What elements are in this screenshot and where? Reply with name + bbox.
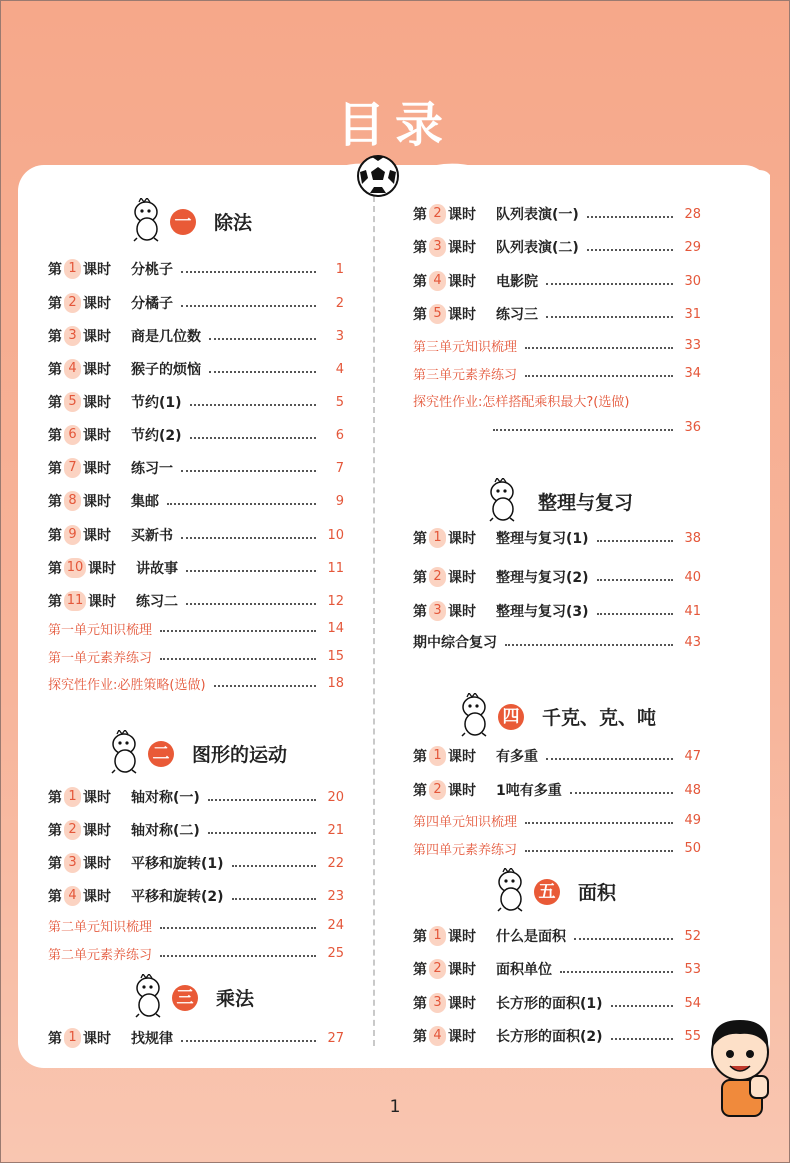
page-ref: 24 <box>327 917 344 933</box>
leader-dots <box>611 1005 673 1007</box>
extra-title: 第四单元知识梳理 <box>413 814 518 830</box>
page-ref: 1 <box>335 261 344 277</box>
lesson-row[interactable] <box>48 590 344 612</box>
leader-dots <box>160 955 316 957</box>
lesson-title: 1吨有多重 <box>496 783 562 799</box>
lesson-row[interactable] <box>48 1027 344 1049</box>
lesson-title: 电影院 <box>496 274 538 290</box>
extra-title: 第一单元知识梳理 <box>48 622 153 638</box>
leader-dots <box>186 570 316 572</box>
extra-row[interactable] <box>413 362 701 384</box>
unit-badge: 二 <box>148 741 174 767</box>
lesson-number: 6 <box>64 425 81 445</box>
page-ref: 7 <box>335 460 344 476</box>
lesson-suffix: 课时 <box>448 962 476 978</box>
page-ref: 21 <box>327 822 344 838</box>
soccer-ball-icon <box>356 154 400 198</box>
lesson-row[interactable] <box>413 303 701 325</box>
lesson-suffix: 课时 <box>448 207 476 223</box>
leader-dots <box>525 822 673 824</box>
leader-dots <box>597 613 673 615</box>
lesson-suffix: 课时 <box>448 929 476 945</box>
lesson-title: 找规律 <box>131 1031 173 1047</box>
lesson-prefix: 第 <box>413 240 427 256</box>
page-ref: 4 <box>335 361 344 377</box>
lesson-suffix: 课时 <box>448 604 476 620</box>
lesson-number: 4 <box>429 271 446 291</box>
lesson-title: 买新书 <box>131 528 173 544</box>
lesson-prefix: 第 <box>413 531 427 547</box>
lesson-prefix: 第 <box>48 262 62 278</box>
lesson-suffix: 课时 <box>83 296 111 312</box>
lesson-number: 1 <box>64 1028 81 1048</box>
extra-title: 第一单元素养练习 <box>48 650 153 666</box>
lesson-prefix: 第 <box>413 783 427 799</box>
extra-row[interactable] <box>48 645 344 667</box>
leader-dots <box>611 1038 673 1040</box>
section-heading[interactable] <box>528 878 616 905</box>
page-ref: 3 <box>335 328 344 344</box>
page-ref: 9 <box>335 493 344 509</box>
leader-dots <box>160 927 316 929</box>
leader-dots <box>167 503 316 505</box>
lesson-number: 1 <box>64 259 81 279</box>
lesson-row[interactable] <box>48 885 344 907</box>
leader-dots <box>525 347 673 349</box>
lesson-title: 练习二 <box>136 594 178 610</box>
lesson-title: 分桃子 <box>131 262 173 278</box>
leader-dots <box>587 249 673 251</box>
lesson-prefix: 第 <box>413 307 427 323</box>
leader-dots <box>181 1040 316 1042</box>
lesson-suffix: 课时 <box>83 362 111 378</box>
lesson-row[interactable] <box>48 258 344 280</box>
page-ref: 30 <box>684 273 701 289</box>
leader-dots <box>597 579 673 581</box>
lesson-title: 长方形的面积(2) <box>496 1029 603 1045</box>
lesson-row[interactable] <box>48 557 344 579</box>
extra-row[interactable] <box>413 837 701 859</box>
lesson-number: 11 <box>64 591 86 611</box>
page-ref: 25 <box>327 945 344 961</box>
lesson-number: 1 <box>64 787 81 807</box>
section-title: 乘法 <box>216 988 255 1010</box>
lesson-number: 1 <box>429 746 446 766</box>
lesson-row[interactable] <box>48 325 344 347</box>
page-ref: 2 <box>335 295 344 311</box>
lesson-prefix: 第 <box>413 207 427 223</box>
lesson-row[interactable] <box>48 424 344 446</box>
lesson-suffix: 课时 <box>83 461 111 477</box>
lesson-suffix: 课时 <box>448 749 476 765</box>
page-ref: 23 <box>327 888 344 904</box>
extra-row[interactable] <box>48 617 344 639</box>
lesson-title: 猴子的烦恼 <box>131 362 201 378</box>
lesson-suffix: 课时 <box>448 783 476 799</box>
lesson-title: 练习三 <box>496 307 538 323</box>
lesson-number: 2 <box>64 820 81 840</box>
lesson-prefix: 第 <box>48 362 62 378</box>
lesson-title: 轴对称(二) <box>131 823 200 839</box>
lesson-prefix: 第 <box>413 274 427 290</box>
leader-dots <box>214 685 316 687</box>
lesson-prefix: 第 <box>48 561 62 577</box>
lesson-number: 3 <box>64 853 81 873</box>
leader-dots <box>208 799 316 801</box>
lesson-title: 平移和旋转(1) <box>131 856 224 872</box>
leader-dots <box>186 603 316 605</box>
leader-dots <box>546 316 673 318</box>
lesson-title: 平移和旋转(2) <box>131 889 224 905</box>
lesson-title: 整理与复习(1) <box>496 531 589 547</box>
lesson-suffix: 课时 <box>83 494 111 510</box>
leader-dots <box>574 938 673 940</box>
leader-dots <box>570 792 673 794</box>
lesson-title: 节约(2) <box>131 428 182 444</box>
lesson-suffix: 课时 <box>83 329 111 345</box>
page-ref: 40 <box>684 569 701 585</box>
lesson-suffix: 课时 <box>83 889 111 905</box>
dinosaur-mascot-icon <box>458 693 492 737</box>
extra-title: 第二单元知识梳理 <box>48 919 153 935</box>
extra-title: 探究性作业:怎样搭配乘积最大?(选做) <box>413 394 630 410</box>
leader-dots <box>160 658 316 660</box>
leader-dots <box>493 429 673 431</box>
page-title: 目录 <box>336 97 453 153</box>
unit-badge: 一 <box>170 209 196 235</box>
page-ref: 43 <box>684 634 701 650</box>
leader-dots <box>525 375 673 377</box>
lesson-title: 商是几位数 <box>131 329 201 345</box>
lesson-row[interactable] <box>413 566 701 588</box>
leader-dots <box>181 537 316 539</box>
lesson-prefix: 第 <box>48 889 62 905</box>
lesson-suffix: 课时 <box>83 790 111 806</box>
page-number: 1 <box>389 1097 401 1117</box>
leader-dots <box>597 540 673 542</box>
lesson-suffix: 课时 <box>448 307 476 323</box>
dinosaur-mascot-icon <box>130 198 164 242</box>
lesson-row[interactable] <box>413 745 701 767</box>
lesson-row[interactable] <box>48 490 344 512</box>
lesson-suffix: 课时 <box>83 528 111 544</box>
lesson-row[interactable] <box>48 457 344 479</box>
extra-row[interactable] <box>48 942 344 964</box>
page-ref: 15 <box>327 648 344 664</box>
page-ref: 48 <box>684 782 701 798</box>
leader-dots <box>587 216 673 218</box>
lesson-number: 4 <box>64 886 81 906</box>
page-ref: 6 <box>335 427 344 443</box>
page-ref: 55 <box>684 1028 701 1044</box>
extra-row[interactable] <box>413 389 701 411</box>
lesson-number: 2 <box>64 293 81 313</box>
lesson-number: 2 <box>429 567 446 587</box>
extra-row[interactable] <box>413 809 701 831</box>
lesson-row[interactable] <box>413 270 701 292</box>
lesson-row[interactable] <box>413 600 701 622</box>
lesson-suffix: 课时 <box>83 856 111 872</box>
extra-row[interactable] <box>413 334 701 356</box>
leader-dots <box>190 404 316 406</box>
leader-dots <box>181 271 316 273</box>
lesson-title: 节约(1) <box>131 395 182 411</box>
lesson-number: 2 <box>429 780 446 800</box>
lesson-row[interactable] <box>48 819 344 841</box>
lesson-number: 3 <box>64 326 81 346</box>
unit-badge: 四 <box>498 704 524 730</box>
midterm-row[interactable] <box>413 631 701 653</box>
lesson-suffix: 课时 <box>83 428 111 444</box>
lesson-row[interactable] <box>413 958 701 980</box>
lesson-prefix: 第 <box>48 528 62 544</box>
dinosaur-mascot-icon <box>486 478 520 522</box>
lesson-prefix: 第 <box>48 790 62 806</box>
page-ref: 53 <box>684 961 701 977</box>
lesson-suffix: 课时 <box>448 570 476 586</box>
lesson-row[interactable] <box>48 391 344 413</box>
unit-badge: 五 <box>534 879 560 905</box>
page-ref: 11 <box>327 560 344 576</box>
section-title: 图形的运动 <box>192 744 288 766</box>
leader-dots <box>525 850 673 852</box>
lesson-number: 9 <box>64 525 81 545</box>
column-divider <box>373 196 375 1046</box>
lesson-suffix: 课时 <box>448 1029 476 1045</box>
page-ref: 52 <box>684 928 701 944</box>
lesson-row[interactable] <box>48 358 344 380</box>
lesson-number: 10 <box>64 558 86 578</box>
page-ref: 29 <box>684 239 701 255</box>
lesson-prefix: 第 <box>48 856 62 872</box>
extra-title: 第四单元素养练习 <box>413 842 518 858</box>
lesson-number: 1 <box>429 528 446 548</box>
dinosaur-mascot-icon <box>108 730 142 774</box>
lesson-row[interactable] <box>413 1025 701 1047</box>
lesson-prefix: 第 <box>413 749 427 765</box>
leader-dots <box>181 305 316 307</box>
lesson-row[interactable] <box>413 925 701 947</box>
lesson-suffix: 课时 <box>88 561 116 577</box>
lesson-prefix: 第 <box>413 1029 427 1045</box>
section-title: 面积 <box>578 882 617 904</box>
leader-dots <box>560 971 673 973</box>
page-ref: 38 <box>684 530 701 546</box>
extra-title: 第三单元知识梳理 <box>413 339 518 355</box>
page-ref: 50 <box>684 840 701 856</box>
section-heading[interactable] <box>142 740 287 767</box>
extra-title: 第二单元素养练习 <box>48 947 153 963</box>
lesson-number: 4 <box>64 359 81 379</box>
leader-dots <box>181 470 316 472</box>
lesson-suffix: 课时 <box>88 594 116 610</box>
lesson-number: 3 <box>429 993 446 1013</box>
page-ref: 10 <box>327 527 344 543</box>
lesson-title: 整理与复习(2) <box>496 570 589 586</box>
lesson-prefix: 第 <box>48 428 62 444</box>
page-ref: 20 <box>327 789 344 805</box>
dinosaur-mascot-icon <box>494 868 528 912</box>
page-ref: 5 <box>335 394 344 410</box>
lesson-suffix: 课时 <box>83 262 111 278</box>
lesson-prefix: 第 <box>413 962 427 978</box>
page-ref: 12 <box>327 593 344 609</box>
lesson-title: 面积单位 <box>496 962 552 978</box>
page-ref: 54 <box>684 995 701 1011</box>
lesson-number: 2 <box>429 204 446 224</box>
leader-dots <box>208 832 316 834</box>
lesson-number: 8 <box>64 491 81 511</box>
extra-title: 第三单元素养练习 <box>413 367 518 383</box>
page-ref: 22 <box>327 855 344 871</box>
page-ref: 18 <box>327 675 344 691</box>
lesson-title: 分橘子 <box>131 296 173 312</box>
lesson-title: 轴对称(一) <box>131 790 200 806</box>
lesson-row[interactable] <box>413 779 701 801</box>
lesson-number: 7 <box>64 458 81 478</box>
lesson-title: 队列表演(一) <box>496 207 579 223</box>
lesson-title: 队列表演(二) <box>496 240 579 256</box>
lesson-row[interactable] <box>413 203 701 225</box>
lesson-row[interactable] <box>48 786 344 808</box>
leader-dots <box>232 898 316 900</box>
extra-row[interactable] <box>48 672 344 694</box>
lesson-number: 5 <box>64 392 81 412</box>
page-ref: 41 <box>684 603 701 619</box>
section-title: 整理与复习 <box>538 492 634 514</box>
unit-badge: 三 <box>172 985 198 1011</box>
page-ref: 33 <box>684 337 701 353</box>
extra-row-continued[interactable] <box>413 416 701 438</box>
page-ref: 49 <box>684 812 701 828</box>
lesson-number: 2 <box>429 959 446 979</box>
lesson-row[interactable] <box>413 527 701 549</box>
leader-dots <box>232 865 316 867</box>
lesson-prefix: 第 <box>413 570 427 586</box>
leader-dots <box>209 338 316 340</box>
section-heading[interactable] <box>166 984 254 1011</box>
section-heading[interactable] <box>164 208 252 235</box>
page-ref: 34 <box>684 365 701 381</box>
lesson-prefix: 第 <box>413 604 427 620</box>
lesson-prefix: 第 <box>48 329 62 345</box>
lesson-number: 3 <box>429 601 446 621</box>
lesson-prefix: 第 <box>48 395 62 411</box>
page-ref: 14 <box>327 620 344 636</box>
leader-dots <box>160 630 316 632</box>
lesson-prefix: 第 <box>48 461 62 477</box>
lesson-prefix: 第 <box>413 929 427 945</box>
lesson-prefix: 第 <box>413 996 427 1012</box>
lesson-number: 3 <box>429 237 446 257</box>
lesson-prefix: 第 <box>48 494 62 510</box>
leader-dots <box>505 644 673 646</box>
lesson-suffix: 课时 <box>448 531 476 547</box>
page-ref: 36 <box>684 419 701 435</box>
lesson-suffix: 课时 <box>448 996 476 1012</box>
section-heading[interactable] <box>520 488 633 515</box>
lesson-prefix: 第 <box>48 823 62 839</box>
lesson-title: 有多重 <box>496 749 538 765</box>
lesson-title: 集邮 <box>131 494 159 510</box>
lesson-row[interactable] <box>48 292 344 314</box>
lesson-suffix: 课时 <box>83 823 111 839</box>
boy-thumbs-up-icon <box>700 1010 780 1120</box>
extra-title: 探究性作业:必胜策略(选做) <box>48 677 206 693</box>
section-title: 除法 <box>214 212 253 234</box>
lesson-prefix: 第 <box>48 296 62 312</box>
lesson-row[interactable] <box>413 992 701 1014</box>
lesson-prefix: 第 <box>48 1031 62 1047</box>
lesson-title: 讲故事 <box>136 561 178 577</box>
lesson-number: 1 <box>429 926 446 946</box>
page-ref: 31 <box>684 306 701 322</box>
lesson-row[interactable] <box>413 236 701 258</box>
extra-row[interactable] <box>48 914 344 936</box>
leader-dots <box>190 437 316 439</box>
lesson-suffix: 课时 <box>83 1031 111 1047</box>
lesson-title: 长方形的面积(1) <box>496 996 603 1012</box>
page-ref: 28 <box>684 206 701 222</box>
lesson-prefix: 第 <box>48 594 62 610</box>
lesson-title: 整理与复习(3) <box>496 604 589 620</box>
lesson-number: 4 <box>429 1026 446 1046</box>
leader-dots <box>546 758 673 760</box>
section-title: 千克、克、吨 <box>542 707 657 729</box>
page-ref: 27 <box>327 1030 344 1046</box>
lesson-suffix: 课时 <box>448 274 476 290</box>
lesson-row[interactable] <box>48 524 344 546</box>
lesson-title: 练习一 <box>131 461 173 477</box>
dinosaur-mascot-icon <box>132 974 166 1018</box>
section-heading[interactable] <box>492 703 656 730</box>
lesson-row[interactable] <box>48 852 344 874</box>
lesson-suffix: 课时 <box>448 240 476 256</box>
lesson-number: 5 <box>429 304 446 324</box>
lesson-suffix: 课时 <box>83 395 111 411</box>
leader-dots <box>546 283 673 285</box>
page-ref: 47 <box>684 748 701 764</box>
lesson-title: 什么是面积 <box>496 929 566 945</box>
leader-dots <box>209 371 316 373</box>
midterm-title: 期中综合复习 <box>413 635 497 651</box>
